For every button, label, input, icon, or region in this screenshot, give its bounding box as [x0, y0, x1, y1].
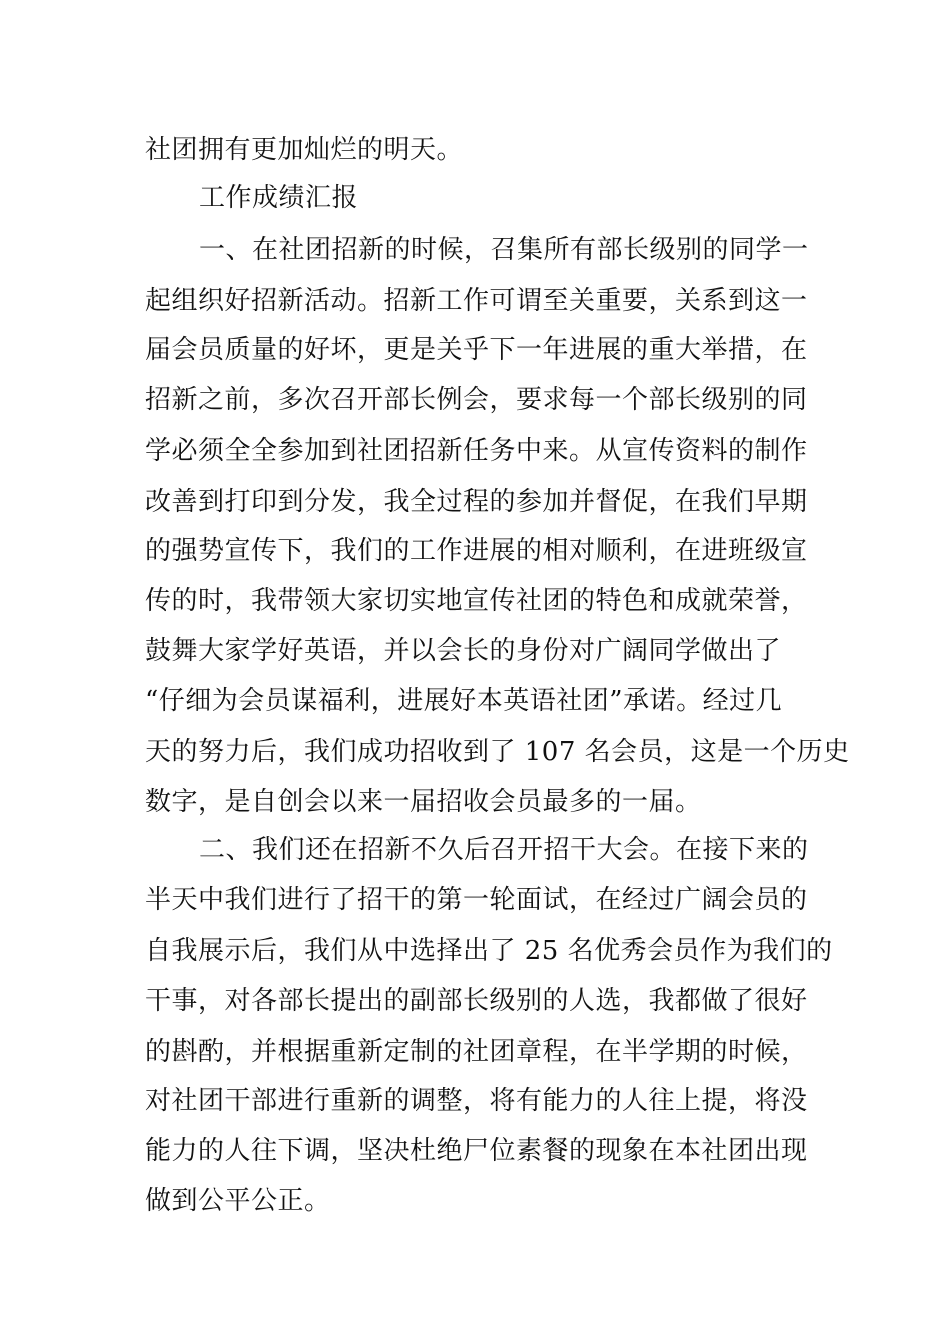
text-line: 对社团干部进行重新的调整，将有能力的人往上提，将没 [145, 1086, 808, 1116]
section-heading: 工作成绩汇报 [199, 183, 359, 213]
text-line: 招新之前，多次召开部长例会，要求每一个部长级别的同 [145, 385, 808, 415]
text-line: 传的时，我带领大家切实地宣传社团的特色和成就荣誉， [145, 586, 808, 616]
text-line: 做到公平公正。 [145, 1186, 331, 1216]
text-line: 天的努力后，我们成功招收到了 107 名会员，这是一个历史 [145, 737, 850, 767]
text-line: 的斟酌，并根据重新定制的社团章程，在半学期的时候， [145, 1037, 808, 1067]
text-line: 二、我们还在招新不久后召开招干大会。在接下来的 [199, 835, 809, 865]
text-line: “仔细为会员谋福利，进展好本英语社团”承诺。经过几 [145, 686, 783, 716]
text-line: 学必须全全参加到社团招新任务中来。从宣传资料的制作 [145, 436, 808, 466]
text-line: 鼓舞大家学好英语，并以会长的身份对广阔同学做出了 [145, 636, 782, 666]
text-line: 数字，是自创会以来一届招收会员最多的一届。 [145, 787, 702, 817]
text-line: 能力的人往下调，坚决杜绝尸位素餐的现象在本社团出现 [145, 1136, 808, 1166]
text-line: 自我展示后，我们从中选择出了 25 名优秀会员作为我们的 [145, 936, 833, 966]
text-line: 干事，对各部长提出的副部长级别的人选，我都做了很好 [145, 986, 808, 1016]
text-line: 届会员质量的好坏，更是关乎下一年进展的重大举措，在 [145, 335, 808, 365]
text-line: 起组织好招新活动。招新工作可谓至关重要，关系到这一 [145, 286, 808, 316]
text-line: 社团拥有更加灿烂的明天。 [145, 135, 464, 165]
text-line: 的强势宣传下，我们的工作进展的相对顺利，在进班级宣 [145, 536, 808, 566]
text-line: 一、在社团招新的时候，召集所有部长级别的同学一 [199, 235, 809, 265]
text-line: 改善到打印到分发，我全过程的参加并督促，在我们早期 [145, 487, 808, 517]
text-line: 半天中我们进行了招干的第一轮面试，在经过广阔会员的 [145, 885, 808, 915]
